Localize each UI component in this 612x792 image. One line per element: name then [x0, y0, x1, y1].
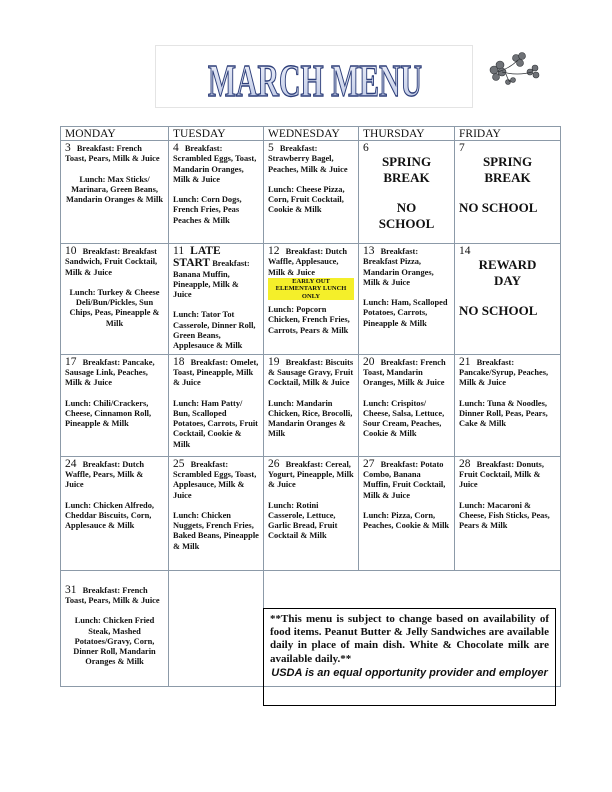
day-cell-no-school [455, 141, 561, 244]
lunch-label: Lunch: [459, 500, 486, 510]
breakfast-label: Breakfast: [279, 144, 318, 153]
lunch-items: Rotini Casserole, Lettuce, Garlic Bread, Fruit Cocktail & Milk [268, 500, 338, 541]
breakfast-label: Breakfast: [476, 357, 515, 367]
day-number: 24 [65, 457, 77, 470]
menu-change-notice: **This menu is subject to change based on availability of food items. Peanut Butter & Jelly Sandwiches are available daily in place of main dish. White & Chocolate milk are available daily.** [270, 613, 549, 665]
day-number: 11 [173, 245, 185, 257]
header-monday: MONDAY [61, 127, 169, 141]
day-number: 12 [268, 245, 280, 257]
breakfast-label: Breakfast: [285, 357, 324, 367]
lunch-label: Lunch: [363, 298, 390, 308]
reward-day-line1: REWARD [478, 257, 537, 273]
menu-title-banner [155, 45, 473, 108]
breakfast-label: Breakfast: [190, 459, 229, 469]
day-cell [264, 244, 359, 355]
no-school-text: NO SCHOOL [459, 303, 538, 319]
day-cell [169, 456, 264, 570]
day-cell [359, 354, 455, 456]
day-cell [264, 456, 359, 570]
breakfast-items: Biscuits & Sausage Gravy, Fruit Cocktail, Milk & Juice [268, 357, 354, 388]
day-cell [169, 354, 264, 456]
day-number: 21 [459, 355, 471, 368]
lunch-items: Chicken Alfredo, Cheddar Biscuits, Corn, Applesauce & Milk [65, 500, 154, 531]
day-number: 14 [459, 245, 471, 257]
no-school-line1: NO [396, 200, 417, 216]
lunch-label: Lunch: [363, 510, 390, 520]
breakfast-label: Breakfast: [380, 247, 419, 256]
day-cell [359, 244, 455, 355]
day-cell [455, 354, 561, 456]
lunch-items: Crispitos/ Cheese, Salsa, Lettuce, Sour Cream, Peaches, Cookie & Milk [363, 398, 445, 439]
header-thursday: THURSDAY [359, 127, 455, 141]
lunch-items: Chicken Fried Steak, Mashed Potatoes/Gravy, Corn, Dinner Roll, Mandarin Oranges & Milk [73, 616, 156, 667]
breakfast-items: French Toast, Pears, Milk & Juice [65, 144, 160, 164]
breakfast-items: Omelet, Toast, Pineapple, Milk & Juice [173, 357, 259, 388]
day-number: 13 [363, 245, 375, 257]
breakfast-label: Breakfast: [285, 459, 324, 469]
lunch-items: Macaroni & Cheese, Fish Sticks, Peas, Pears & Milk [459, 500, 550, 531]
lunch-label: Lunch: [69, 287, 96, 297]
breakfast-label: Breakfast: [82, 247, 121, 256]
flower-decoration-icon [482, 50, 548, 90]
breakfast-label: Breakfast: [76, 144, 115, 153]
spring-break-line1: SPRING [381, 154, 432, 170]
breakfast-items: French Toast, Pears, Milk & Juice [65, 585, 160, 605]
day-number: 7 [459, 142, 465, 154]
breakfast-label: Breakfast: [82, 357, 121, 367]
lunch-items: Chili/Crackers, Cheese, Cinnamon Roll, Pineapple & Milk [65, 398, 152, 429]
day-number: 6 [363, 142, 369, 154]
day-cell [169, 244, 264, 355]
breakfast-label: Breakfast: [476, 459, 515, 469]
breakfast-items: Donuts, Fruit Cocktail, Milk & Juice [459, 459, 544, 490]
day-number: 31 [65, 583, 77, 596]
day-cell [264, 141, 359, 244]
header-tuesday: TUESDAY [169, 127, 264, 141]
day-number: 17 [65, 355, 77, 368]
empty-day-cell [169, 570, 264, 686]
breakfast-items: French Toast, Mandarin Oranges, Milk & Juice [363, 357, 446, 388]
day-number: 10 [65, 245, 77, 257]
lunch-items: Tator Tot Casserole, Dinner Roll, Green Beans, Applesauce & Milk [173, 310, 256, 351]
breakfast-items: Breakfast Sandwich, Fruit Cocktail, Milk & Juice [65, 247, 158, 277]
lunch-label: Lunch: [173, 398, 200, 408]
breakfast-items: Dutch Waffle, Applesauce, Milk & Juice [268, 247, 348, 277]
breakfast-label: Breakfast: [184, 144, 223, 153]
breakfast-items: Scrambled Eggs, Toast, Mandarin Oranges, Milk & Juice [173, 154, 257, 184]
breakfast-label: Breakfast: [212, 259, 250, 269]
spring-break-line2: BREAK [383, 170, 430, 186]
day-cell [455, 456, 561, 570]
day-number: 25 [173, 457, 185, 470]
week-row [61, 456, 561, 570]
no-school-text: NO SCHOOL [459, 200, 538, 216]
lunch-items: Corn Dogs, French Fries, Peas Peaches & Milk [173, 195, 242, 225]
menu-title-art [156, 46, 474, 109]
breakfast-label: Breakfast: [82, 459, 121, 469]
lunch-items: Cheese Pizza, Corn, Fruit Cocktail, Cookie & Milk [268, 184, 345, 215]
lunch-items: Chicken Nuggets, French Fries, Baked Beans, Pineapple & Milk [173, 510, 259, 551]
menu-title: MARCH MENU [208, 55, 422, 106]
menu-notice-box [263, 608, 556, 706]
breakfast-items: Dutch Waffle, Pears, Milk & Juice [65, 459, 145, 490]
lunch-label: Lunch: [268, 398, 295, 408]
lunch-label: Lunch: [74, 616, 101, 626]
breakfast-items: Cereal, Yogurt, Pineapple, Milk & Juice [268, 459, 354, 490]
header-wednesday: WEDNESDAY [264, 127, 359, 141]
lunch-label: Lunch: [173, 510, 200, 520]
late-start-note: LATE START [173, 245, 221, 270]
day-number: 4 [173, 142, 179, 154]
early-out-highlight: EARLY OUT ELEMENTARY LUNCH ONLY [268, 278, 354, 301]
lunch-items: Ham, Scalloped Potatoes, Carrots, Pineapple & Milk [363, 298, 448, 328]
reward-day-line2: DAY [494, 273, 521, 289]
week-row [61, 354, 561, 456]
day-number: 28 [459, 457, 471, 470]
breakfast-items: Banana Muffin, Pineapple, Milk & Juice [173, 269, 239, 300]
lunch-items: Max Sticks/ Marinara, Green Beans, Mandarin Oranges & Milk [65, 174, 163, 205]
lunch-label: Lunch: [173, 195, 200, 205]
day-number: 19 [268, 355, 280, 368]
day-cell [61, 354, 169, 456]
day-number: 3 [65, 142, 71, 154]
day-cell [61, 244, 169, 355]
breakfast-label: Breakfast: [380, 459, 419, 469]
breakfast-label: Breakfast: [190, 357, 229, 367]
day-cell [169, 141, 264, 244]
spring-break-line2: BREAK [484, 170, 531, 186]
week-row [61, 244, 561, 355]
breakfast-items: Scrambled Eggs, Toast, Applesauce, Milk & Juice [173, 469, 257, 500]
lunch-label: Lunch: [268, 305, 295, 315]
day-cell [61, 456, 169, 570]
breakfast-items: Breakfast Pizza, Mandarin Oranges, Milk & Juice [363, 257, 434, 287]
breakfast-items: Pancake, Sausage Link, Peaches, Milk & Juice [65, 357, 155, 388]
lunch-label: Lunch: [459, 398, 486, 408]
day-cell-no-school [455, 244, 561, 355]
lunch-label: Lunch: [65, 398, 92, 408]
lunch-label: Lunch: [363, 398, 390, 408]
day-cell-no-school [359, 141, 455, 244]
breakfast-items: Strawberry Bagel, Peaches, Milk & Juice [268, 154, 348, 174]
breakfast-label: Breakfast: [82, 585, 121, 595]
spring-break-line1: SPRING [482, 154, 533, 170]
breakfast-items: Pancake/Syrup, Peaches, Milk & Juice [459, 367, 549, 388]
weekday-header-row [61, 127, 561, 141]
breakfast-label: Breakfast: [380, 357, 419, 367]
lunch-items: Popcorn Chicken, French Fries, Carrots, Pears & Milk [268, 305, 350, 335]
day-cell [359, 456, 455, 570]
lunch-label: Lunch: [65, 500, 92, 510]
lunch-label: Lunch: [79, 174, 106, 184]
day-number: 27 [363, 457, 375, 470]
day-cell [264, 354, 359, 456]
lunch-items: Tuna & Noodles, Dinner Roll, Peas, Pears, Cake & Milk [459, 398, 548, 429]
day-number: 20 [363, 355, 375, 368]
lunch-items: Mandarin Chicken, Rice, Brocolli, Mandarin Oranges & Milk [268, 398, 353, 439]
lunch-items: Pizza, Corn, Peaches, Cookie & Milk [363, 510, 450, 531]
no-school-line2: SCHOOL [378, 216, 435, 232]
lunch-label: Lunch: [173, 310, 200, 320]
lunch-items: Turkey & Cheese Deli/Bun/Pickles, Sun Chips, Peas, Pineapple & Milk [69, 287, 160, 328]
breakfast-label: Breakfast: [285, 247, 324, 256]
header-friday: FRIDAY [455, 127, 561, 141]
day-cell [61, 570, 169, 686]
lunch-label: Lunch: [268, 500, 295, 510]
breakfast-items: Potato Combo, Banana Muffin, Fruit Cocktail, Milk & Juice [363, 459, 446, 500]
usda-statement: USDA is an equal opportunity provider and employer [271, 666, 548, 679]
week-row [61, 141, 561, 244]
day-cell [61, 141, 169, 244]
day-number: 26 [268, 457, 280, 470]
day-number: 18 [173, 355, 185, 368]
lunch-items: Ham Patty/ Bun, Scalloped Potatoes, Carrots, Fruit Cocktail, Cookie & Milk [173, 398, 258, 449]
day-number: 5 [268, 142, 274, 154]
menu-calendar [60, 126, 561, 687]
lunch-label: Lunch: [268, 184, 295, 194]
